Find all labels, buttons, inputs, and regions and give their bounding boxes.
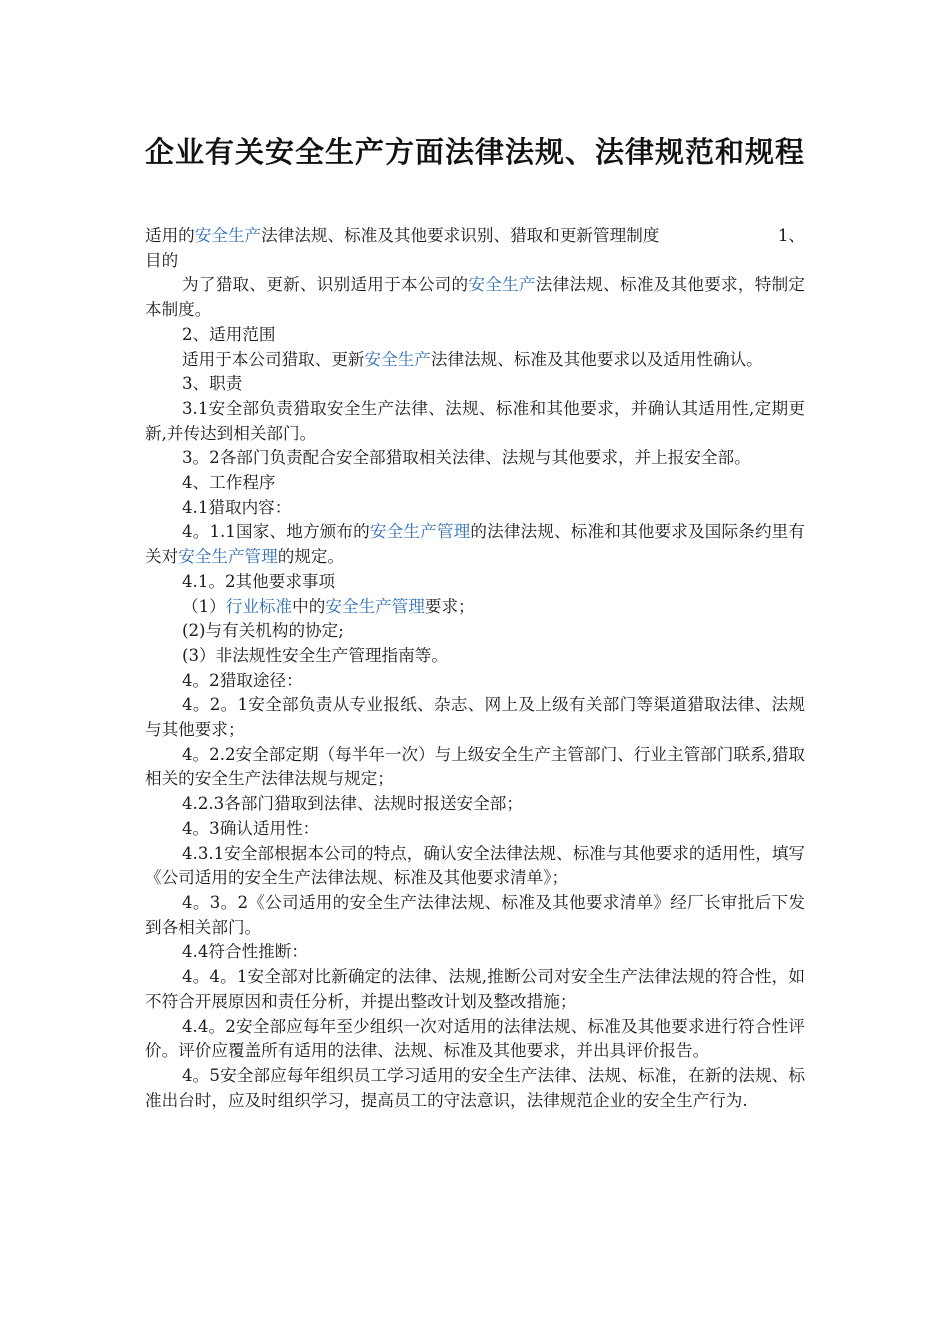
paragraph-scope xyxy=(145,348,805,373)
intro-number: 1、 xyxy=(777,226,805,245)
heading-4-1-2: 4.1。2其他要求事项 xyxy=(182,571,336,591)
paragraph-4-3-1: 4.3.1安全部根据本公司的特点，确认安全法律法规、标准与其他要求的适用性，填写《公司适用的安全生产法律法规、标准及其他要求清单》； xyxy=(145,843,806,888)
link-safety-management[interactable]: 安全生产管理 xyxy=(369,522,471,542)
paragraph-4-3-2: 4。3。2《公司适用的安全生产法律法规、标准及其他要求清单》经厂长审批后下发到各相关部门。 xyxy=(145,892,805,937)
heading-4-1: 4.1猎取内容： xyxy=(182,497,292,517)
document-title: 企业有关安全生产方面法律法规、法律规范和规程 xyxy=(144,135,805,169)
text-span: （1） xyxy=(182,596,226,616)
link-safety-management[interactable]: 安全生产管理 xyxy=(325,596,425,616)
paragraph-3-1: 3.1安全部负责猎取安全生产法律、法规、标准和其他要求，并确认其适用性,定期更新,并传达到相关部门。 xyxy=(145,398,805,443)
section-scope-heading: 2、适用范围 xyxy=(182,324,276,344)
section-procedure-heading: 4、工作程序 xyxy=(182,473,276,493)
link-industry-standard[interactable]: 行业标准 xyxy=(225,596,293,616)
document-body xyxy=(145,224,805,1113)
list-item-1 xyxy=(145,595,805,620)
paragraph-4-5: 4。5安全部应每年组织员工学习适用的安全生产法律、法规、标准，在新的法规、标准出台时，应及时组织学习，提高员工的守法意识，法律规范企业的安全生产行为. xyxy=(145,1065,805,1110)
text-span: 法律法规、标准及其他要求，特制定本制度。 xyxy=(145,275,806,320)
text-span: 的法律法规、标准和其他要求及国际条约里有关对 xyxy=(145,522,806,567)
heading-4-2: 4。2猎取途径： xyxy=(182,670,303,690)
text-span: 的规定。 xyxy=(277,547,345,567)
paragraph-purpose xyxy=(145,273,805,322)
paragraph-4-4-2: 4.4。2安全部应每年至少组织一次对适用的法律法规、标准及其他要求进行符合性评价。评价应覆盖所有适用的法律、法规、标准及其他要求，并出具评价报告。 xyxy=(145,1016,805,1061)
text-span: 法律法规、标准及其他要求以及适用性确认。 xyxy=(430,349,763,369)
intro-pre: 适用的 xyxy=(145,226,195,245)
intro-text xyxy=(145,224,659,249)
heading-4-4: 4.4符合性推断： xyxy=(182,942,308,962)
text-span: 要求； xyxy=(424,596,475,616)
intro-line xyxy=(145,224,805,249)
list-item-3: (3）非法规性安全生产管理指南等。 xyxy=(182,645,448,665)
heading-4-3: 4。3确认适用性： xyxy=(182,818,320,838)
intro-post: 法律法规、标准及其他要求识别、猎取和更新管理制度 xyxy=(261,226,660,245)
paragraph-4-2-1: 4。2。1安全部负责从专业报纸、杂志、网上及上级有关部门等渠道猎取法律、法规与其他要求； xyxy=(145,695,805,740)
link-safety-production[interactable]: 安全生产 xyxy=(194,226,262,245)
text-span: 适用于本公司猎取、更新 xyxy=(182,349,365,369)
section-purpose-heading: 目的 xyxy=(145,250,179,270)
paragraph-4-2-3: 4.2.3各部门猎取到法律、法规时报送安全部； xyxy=(182,794,523,814)
paragraph-4-1-1 xyxy=(145,520,805,569)
section-duties-heading: 3、职责 xyxy=(182,374,243,394)
text-span: 4。1.1国家、地方颁布的 xyxy=(182,522,370,542)
list-item-2: (2)与有关机构的协定; xyxy=(182,621,344,641)
text-span: 为了猎取、更新、识别适用于本公司的 xyxy=(182,275,469,295)
paragraph-4-4-1: 4。4。1安全部对比新确定的法律、法规,推断公司对安全生产法律法规的符合性，如不符合开展原因和责任分析，并提出整改计划及整改措施； xyxy=(145,967,805,1011)
text-span: 中的 xyxy=(292,596,326,616)
link-safety-production[interactable]: 安全生产 xyxy=(364,349,431,369)
link-safety-management[interactable]: 安全生产管理 xyxy=(178,547,278,567)
link-safety-production[interactable]: 安全生产 xyxy=(468,275,536,295)
paragraph-3-2: 3。2各部门负责配合安全部猎取相关法律、法规与其他要求，并上报安全部。 xyxy=(182,448,751,468)
paragraph-4-2-2: 4。2.2安全部定期（每半年一次）与上级安全生产主管部门、行业主管部门联系,猎取相关的安全生产法律法规与规定； xyxy=(145,744,806,789)
